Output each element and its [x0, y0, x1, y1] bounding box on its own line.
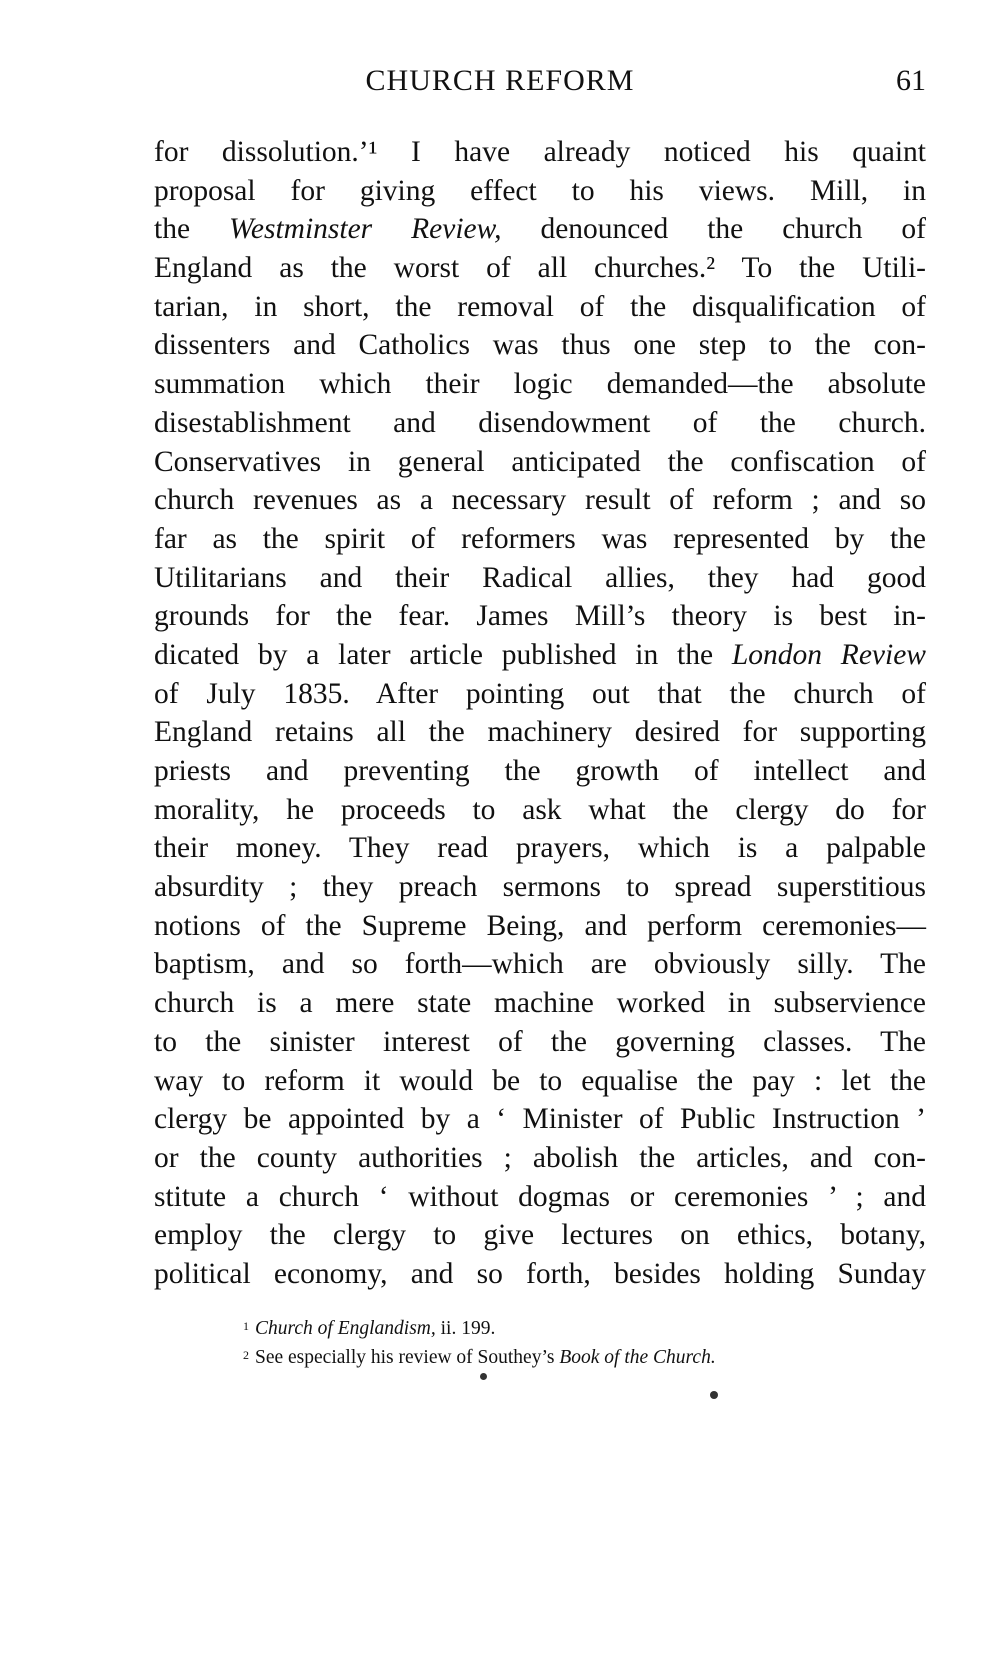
text-line — [154, 907, 926, 946]
text-line — [154, 713, 926, 752]
text-run: ii. 199. — [435, 1318, 496, 1339]
text-run: the — [154, 213, 230, 246]
text-line — [154, 172, 926, 211]
ink-speck — [480, 1373, 487, 1380]
text-line — [154, 481, 926, 520]
text-line — [154, 791, 926, 830]
text-line — [154, 752, 926, 791]
text-run: priests and preventing the growth of intellect and — [154, 755, 926, 787]
text-run: clergy be appointed by a ‘ Minister of Public Instruction ’ — [154, 1103, 926, 1136]
text-run: tarian, in short, the removal of the disqualification of — [154, 290, 926, 323]
text-run: absurdity ; they preach sermons to spread superstitious — [154, 871, 926, 904]
italic-text: Westminster Review, — [229, 213, 502, 246]
text-line — [154, 1255, 926, 1294]
text-run: Conservatives in general anticipated the confiscation of — [154, 445, 926, 478]
text-line — [154, 210, 926, 249]
text-line — [154, 1023, 926, 1062]
text-line — [154, 559, 926, 598]
text-run: England as the worst of all churches.² To the Utili- — [154, 252, 926, 285]
text-run: proposal for giving effect to his views. Mill, in — [154, 174, 926, 207]
text-run: of July 1835. After pointing out that the church of — [154, 677, 926, 710]
text-line — [154, 1178, 926, 1217]
text-run: for dissolution.’¹ I have already noticed his quaint — [154, 136, 926, 168]
ink-speck — [710, 1391, 718, 1399]
text-run: summation which their logic demanded—the absolute — [154, 368, 926, 401]
footnote — [243, 1313, 883, 1342]
text-line — [154, 288, 926, 327]
text-run: far as the spirit of reformers was represented by the — [154, 522, 926, 555]
text-run: disestablishment and disendowment of the church. — [154, 406, 926, 439]
text-line — [154, 249, 926, 288]
text-line — [154, 443, 926, 482]
text-run: grounds for the fear. James Mill’s theory is best in- — [154, 600, 926, 633]
text-run: notions of the Supreme Being, and perform ceremonies— — [154, 909, 926, 942]
text-run: dissenters and Catholics was thus one step to the con- — [154, 329, 926, 362]
text-line — [154, 1100, 926, 1139]
text-run: political economy, and so forth, besides holding Sunday — [154, 1257, 926, 1290]
footnote-mark: 1 — [243, 1319, 249, 1333]
text-run: stitute a church ‘ without dogmas or ceremonies ’ ; and — [154, 1180, 926, 1213]
text-run: dicated by a later article published in the — [154, 638, 732, 671]
text-run: Utilitarians and their Radical allies, they had good — [154, 561, 926, 594]
body-text — [154, 133, 926, 1294]
text-run: to the sinister interest of the governing classes. The — [154, 1025, 926, 1058]
text-run: baptism, and so forth—which are obviously silly. The — [154, 948, 926, 981]
running-title: CHURCH REFORM — [365, 64, 635, 97]
italic-text: Church of Englandism, — [255, 1318, 436, 1339]
text-line — [154, 597, 926, 636]
text-line — [154, 984, 926, 1023]
text-line — [154, 365, 926, 404]
footnote — [243, 1342, 883, 1371]
italic-text: London Review — [731, 638, 926, 671]
page-number: 61 — [896, 64, 926, 97]
text-run: way to reform it would be to equalise the pay : let the — [154, 1064, 926, 1097]
page-header — [0, 64, 1000, 104]
text-line — [154, 326, 926, 365]
text-run: church revenues as a necessary result of reform ; and so — [154, 484, 926, 517]
text-run: See especially his review of Southey’s — [255, 1347, 560, 1368]
text-run: or the county authorities ; abolish the articles, and con- — [154, 1141, 926, 1174]
text-line — [154, 829, 926, 868]
text-run: denounced the church of — [501, 213, 927, 246]
footnote-mark: 2 — [243, 1348, 249, 1362]
text-run: morality, he proceeds to ask what the clergy do for — [154, 793, 926, 826]
text-line — [154, 133, 926, 172]
footnotes — [243, 1313, 883, 1371]
text-line — [154, 404, 926, 443]
text-line — [154, 675, 926, 714]
text-line — [154, 636, 926, 675]
text-run: employ the clergy to give lectures on ethics, botany, — [154, 1219, 926, 1252]
text-line — [154, 1062, 926, 1101]
text-line — [154, 945, 926, 984]
text-line — [154, 1216, 926, 1255]
italic-text: Book of the Church. — [559, 1347, 716, 1368]
text-run: their money. They read prayers, which is a palpable — [154, 832, 926, 865]
text-line — [154, 520, 926, 559]
text-line — [154, 1139, 926, 1178]
text-run: church is a mere state machine worked in subservience — [154, 987, 926, 1020]
text-run: England retains all the machinery desired for supporting — [154, 716, 926, 749]
text-line — [154, 868, 926, 907]
